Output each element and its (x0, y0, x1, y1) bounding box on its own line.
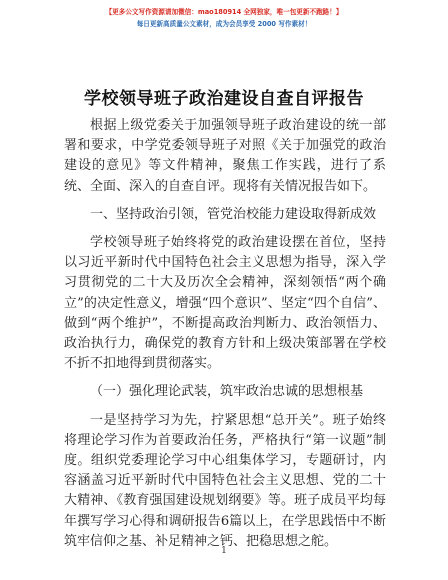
subsection-paragraph-1: 一是坚持学习为先，拧紧思想“总开关”。班子始终将理论学习作为首要政治任务，严格执行“第一议题”制度。组织党委理论学习中心组集体学习，专题研讨，内容涵盖习近平新时代中国特色社会主义思想、党的二十大精神、《教育强国建设规划纲要》等。班子成员平均每年撰写学习心得和调研报告6篇以上，在学思践悟中不断筑牢信仰之基、补足精神之钙、把稳思想之舵。 (64, 412, 386, 549)
promo-banner (0, 6, 448, 30)
document-title: 学校领导班子政治建设自查自评报告 (84, 89, 364, 109)
subsection-heading-1: （一）强化理论武装，筑牢政治忠诚的思想根基 (90, 384, 364, 400)
banner-line-1: 【更多公文写作资源请加微信：mao180914 全网独家，唯一包更新不跑路！】 (105, 8, 343, 16)
section-paragraph-1: 学校领导班子始终将党的政治建设摆在首位，坚持以习近平新时代中国特色社会主义思想为指导，深入学习贯彻党的二十大及历次全会精神，深刻领悟“两个确立”的决定性意义，增强“四个意识”、坚定“四个自信”、做到“两个维护”，不断提高政治判断力、政治领悟力、政治执行力，确保党的教育方针和上级决策部署在学校不折不扣地得到贯彻落实。 (64, 235, 386, 372)
banner-line-2: 每日更新高质量公文素材，成为会员享受 2000 写作素材！ (136, 20, 312, 28)
intro-paragraph: 根据上级党委关于加强领导班子政治建设的统一部署和要求，中学党委领导班子对照《关于加强党的政治建设的意见》等文件精神，聚焦工作实践，进行了系统、全面、深入的自查自评。现将有关情况报告如下。 (64, 118, 386, 194)
page-number: 1 (221, 546, 227, 556)
section-heading-1: 一、坚持政治引领，管党治校能力建设取得新成效 (90, 206, 377, 222)
document-body (64, 116, 386, 552)
